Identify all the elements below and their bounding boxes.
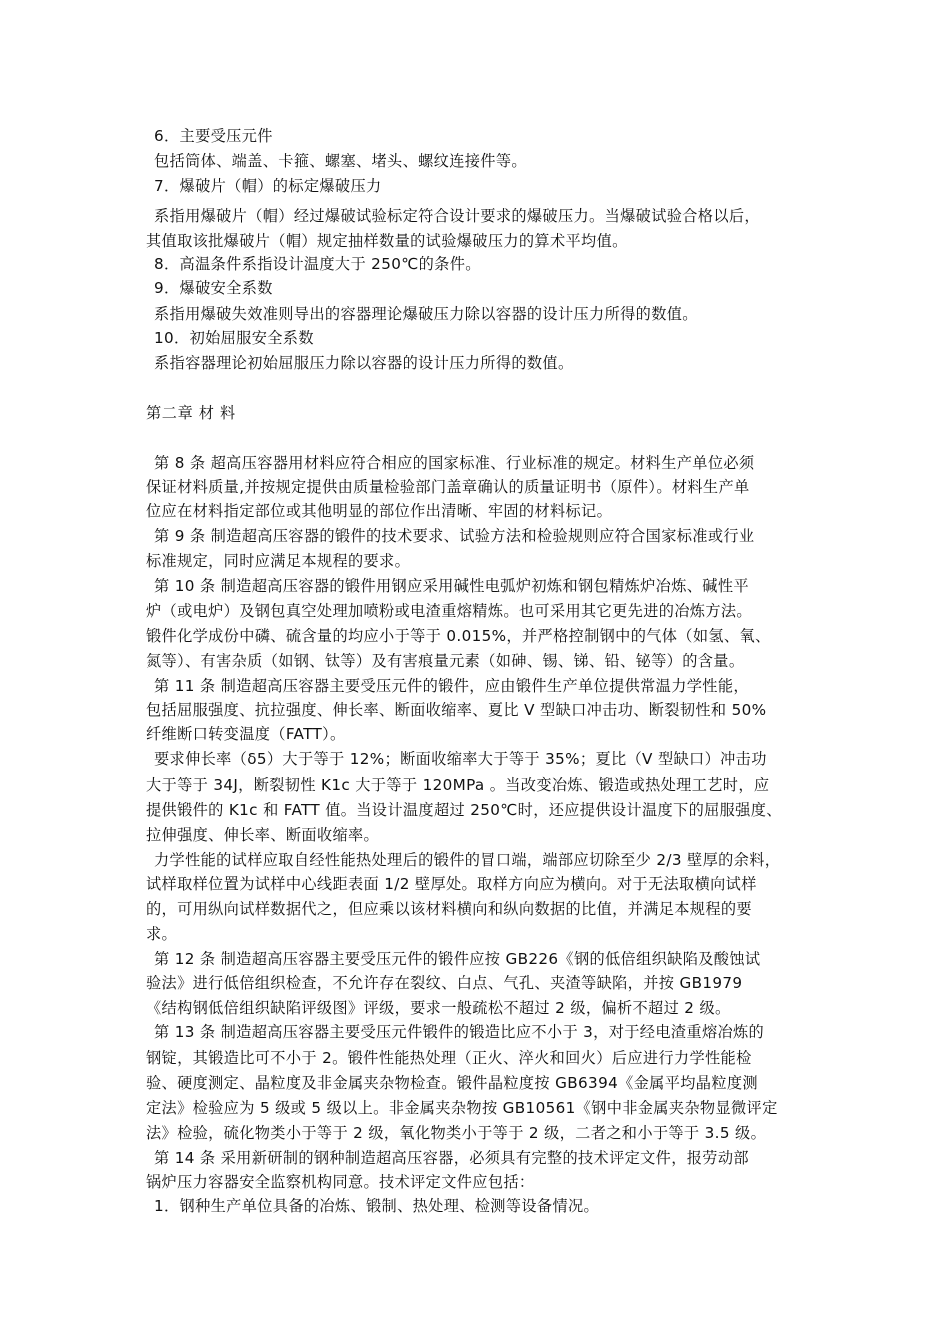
article-line: 求。 bbox=[146, 925, 178, 943]
definition-heading: 8．高温条件系指设计温度大于 250℃的条件。 bbox=[154, 255, 481, 273]
article-line: 保证材料质量,并按规定提供由质量检验部门盖章确认的质量证明书（原件）。材料生产单 bbox=[146, 478, 750, 496]
chapter-title: 第二章 材 料 bbox=[146, 404, 236, 422]
article-line: 纤维断口转变温度（FATT）。 bbox=[146, 725, 346, 743]
article-line: 锅炉压力容器安全监察机构同意。技术评定文件应包括： bbox=[146, 1173, 535, 1191]
article-line: 锻件化学成份中磷、硫含量的均应小于等于 0.015%，并严格控制钢中的气体（如氢、氧、 bbox=[146, 627, 771, 645]
definition-text: 系指用爆破片（帽）经过爆破试验标定符合设计要求的爆破压力。当爆破试验合格以后， bbox=[154, 207, 760, 225]
article-line: 钢锭，其锻造比可不小于 2。锻件性能热处理（正火、淬火和回火）后应进行力学性能检 bbox=[146, 1049, 752, 1067]
article-line: 法》检验，硫化物类小于等于 2 级，氧化物类小于等于 2 级，二者之和小于等于 3.5 级。 bbox=[146, 1124, 767, 1142]
article-line: 氮等）、有害杂质（如钢、钛等）及有害痕量元素（如砷、锡、锑、铅、铋等）的含量。 bbox=[146, 652, 745, 670]
definition-text: 系指用爆破失效准则导出的容器理论爆破压力除以容器的设计压力所得的数值。 bbox=[154, 305, 698, 323]
definition-text: 包括筒体、端盖、卡箍、螺塞、堵头、螺纹连接件等。 bbox=[154, 152, 527, 170]
article-line: 要求伸长率（δ5）大于等于 12%；断面收缩率大于等于 35%；夏比（V 型缺口）冲击功 bbox=[154, 750, 767, 768]
article-line: 验法》进行低倍组织检查，不允许存在裂纹、白点、气孔、夹渣等缺陷，并按 GB1979 bbox=[146, 974, 743, 992]
article-line: 1．钢种生产单位具备的冶炼、锻制、热处理、检测等设备情况。 bbox=[154, 1197, 600, 1215]
article-line: 力学性能的试样应取自经性能热处理后的锻件的冒口端，端部应切除至少 2/3 壁厚的余料， bbox=[154, 851, 781, 869]
article-line: 提供锻件的 K1c 和 FATT 值。当设计温度超过 250℃时，还应提供设计温度下的屈服强度、 bbox=[146, 801, 782, 819]
article-line: 的，可用纵向试样数据代之，但应乘以该材料横向和纵向数据的比值，并满足本规程的要 bbox=[146, 900, 752, 918]
article-line: 第 8 条 超高压容器用材料应符合相应的国家标准、行业标准的规定。材料生产单位必须 bbox=[154, 454, 755, 472]
article-line: 第 12 条 制造超高压容器主要受压元件的锻件应按 GB226《钢的低倍组织缺陷及酸蚀试 bbox=[154, 950, 761, 968]
definition-text: 系指容器理论初始屈服压力除以容器的设计压力所得的数值。 bbox=[154, 354, 574, 372]
article-line: 拉伸强度、伸长率、断面收缩率。 bbox=[146, 826, 380, 844]
article-line: 第 10 条 制造超高压容器的锻件用钢应采用碱性电弧炉初炼和钢包精炼炉冶炼、碱性平 bbox=[154, 577, 749, 595]
definition-heading: 9．爆破安全系数 bbox=[154, 279, 273, 297]
article-line: 位应在材料指定部位或其他明显的部位作出清晰、牢固的材料标记。 bbox=[146, 502, 613, 520]
article-line: 第 13 条 制造超高压容器主要受压元件锻件的锻造比应不小于 3，对于经电渣重熔冶炼的 bbox=[154, 1023, 765, 1041]
article-line: 试样取样位置为试样中心线距表面 1/2 壁厚处。取样方向应为横向。对于无法取横向试样 bbox=[146, 875, 757, 893]
article-line: 炉（或电炉）及钢包真空处理加喷粉或电渣重熔精炼。也可采用其它更先进的冶炼方法。 bbox=[146, 602, 752, 620]
definition-text: 其值取该批爆破片（帽）规定抽样数量的试验爆破压力的算术平均值。 bbox=[146, 232, 628, 250]
article-line: 大于等于 34J，断裂韧性 K1c 大于等于 120MPa 。当改变冶炼、锻造或热处理工艺时，应 bbox=[146, 776, 770, 794]
article-line: 第 9 条 制造超高压容器的锻件的技术要求、试验方法和检验规则应符合国家标准或行业 bbox=[154, 527, 755, 545]
article-line: 定法》检验应为 5 级或 5 级以上。非金属夹杂物按 GB10561《钢中非金属夹杂物显微评定 bbox=[146, 1099, 778, 1117]
article-line: 第 14 条 采用新研制的钢种制造超高压容器，必须具有完整的技术评定文件，报劳动部 bbox=[154, 1149, 749, 1167]
article-line: 《结构钢低倍组织缺陷评级图》评级，要求一般疏松不超过 2 级，偏析不超过 2 级。 bbox=[146, 999, 731, 1017]
definition-heading: 10．初始屈服安全系数 bbox=[154, 329, 314, 347]
article-line: 标准规定，同时应满足本规程的要求。 bbox=[146, 552, 411, 570]
definition-heading: 7．爆破片（帽）的标定爆破压力 bbox=[154, 177, 382, 195]
definition-heading: 6．主要受压元件 bbox=[154, 127, 273, 145]
article-line: 第 11 条 制造超高压容器主要受压元件的锻件，应由锻件生产单位提供常温力学性能， bbox=[154, 677, 749, 695]
article-line: 包括屈服强度、抗拉强度、伸长率、断面收缩率、夏比 V 型缺口冲击功、断裂韧性和 50% bbox=[146, 701, 767, 719]
article-line: 验、硬度测定、晶粒度及非金属夹杂物检查。锻件晶粒度按 GB6394《金属平均晶粒度测 bbox=[146, 1074, 758, 1092]
